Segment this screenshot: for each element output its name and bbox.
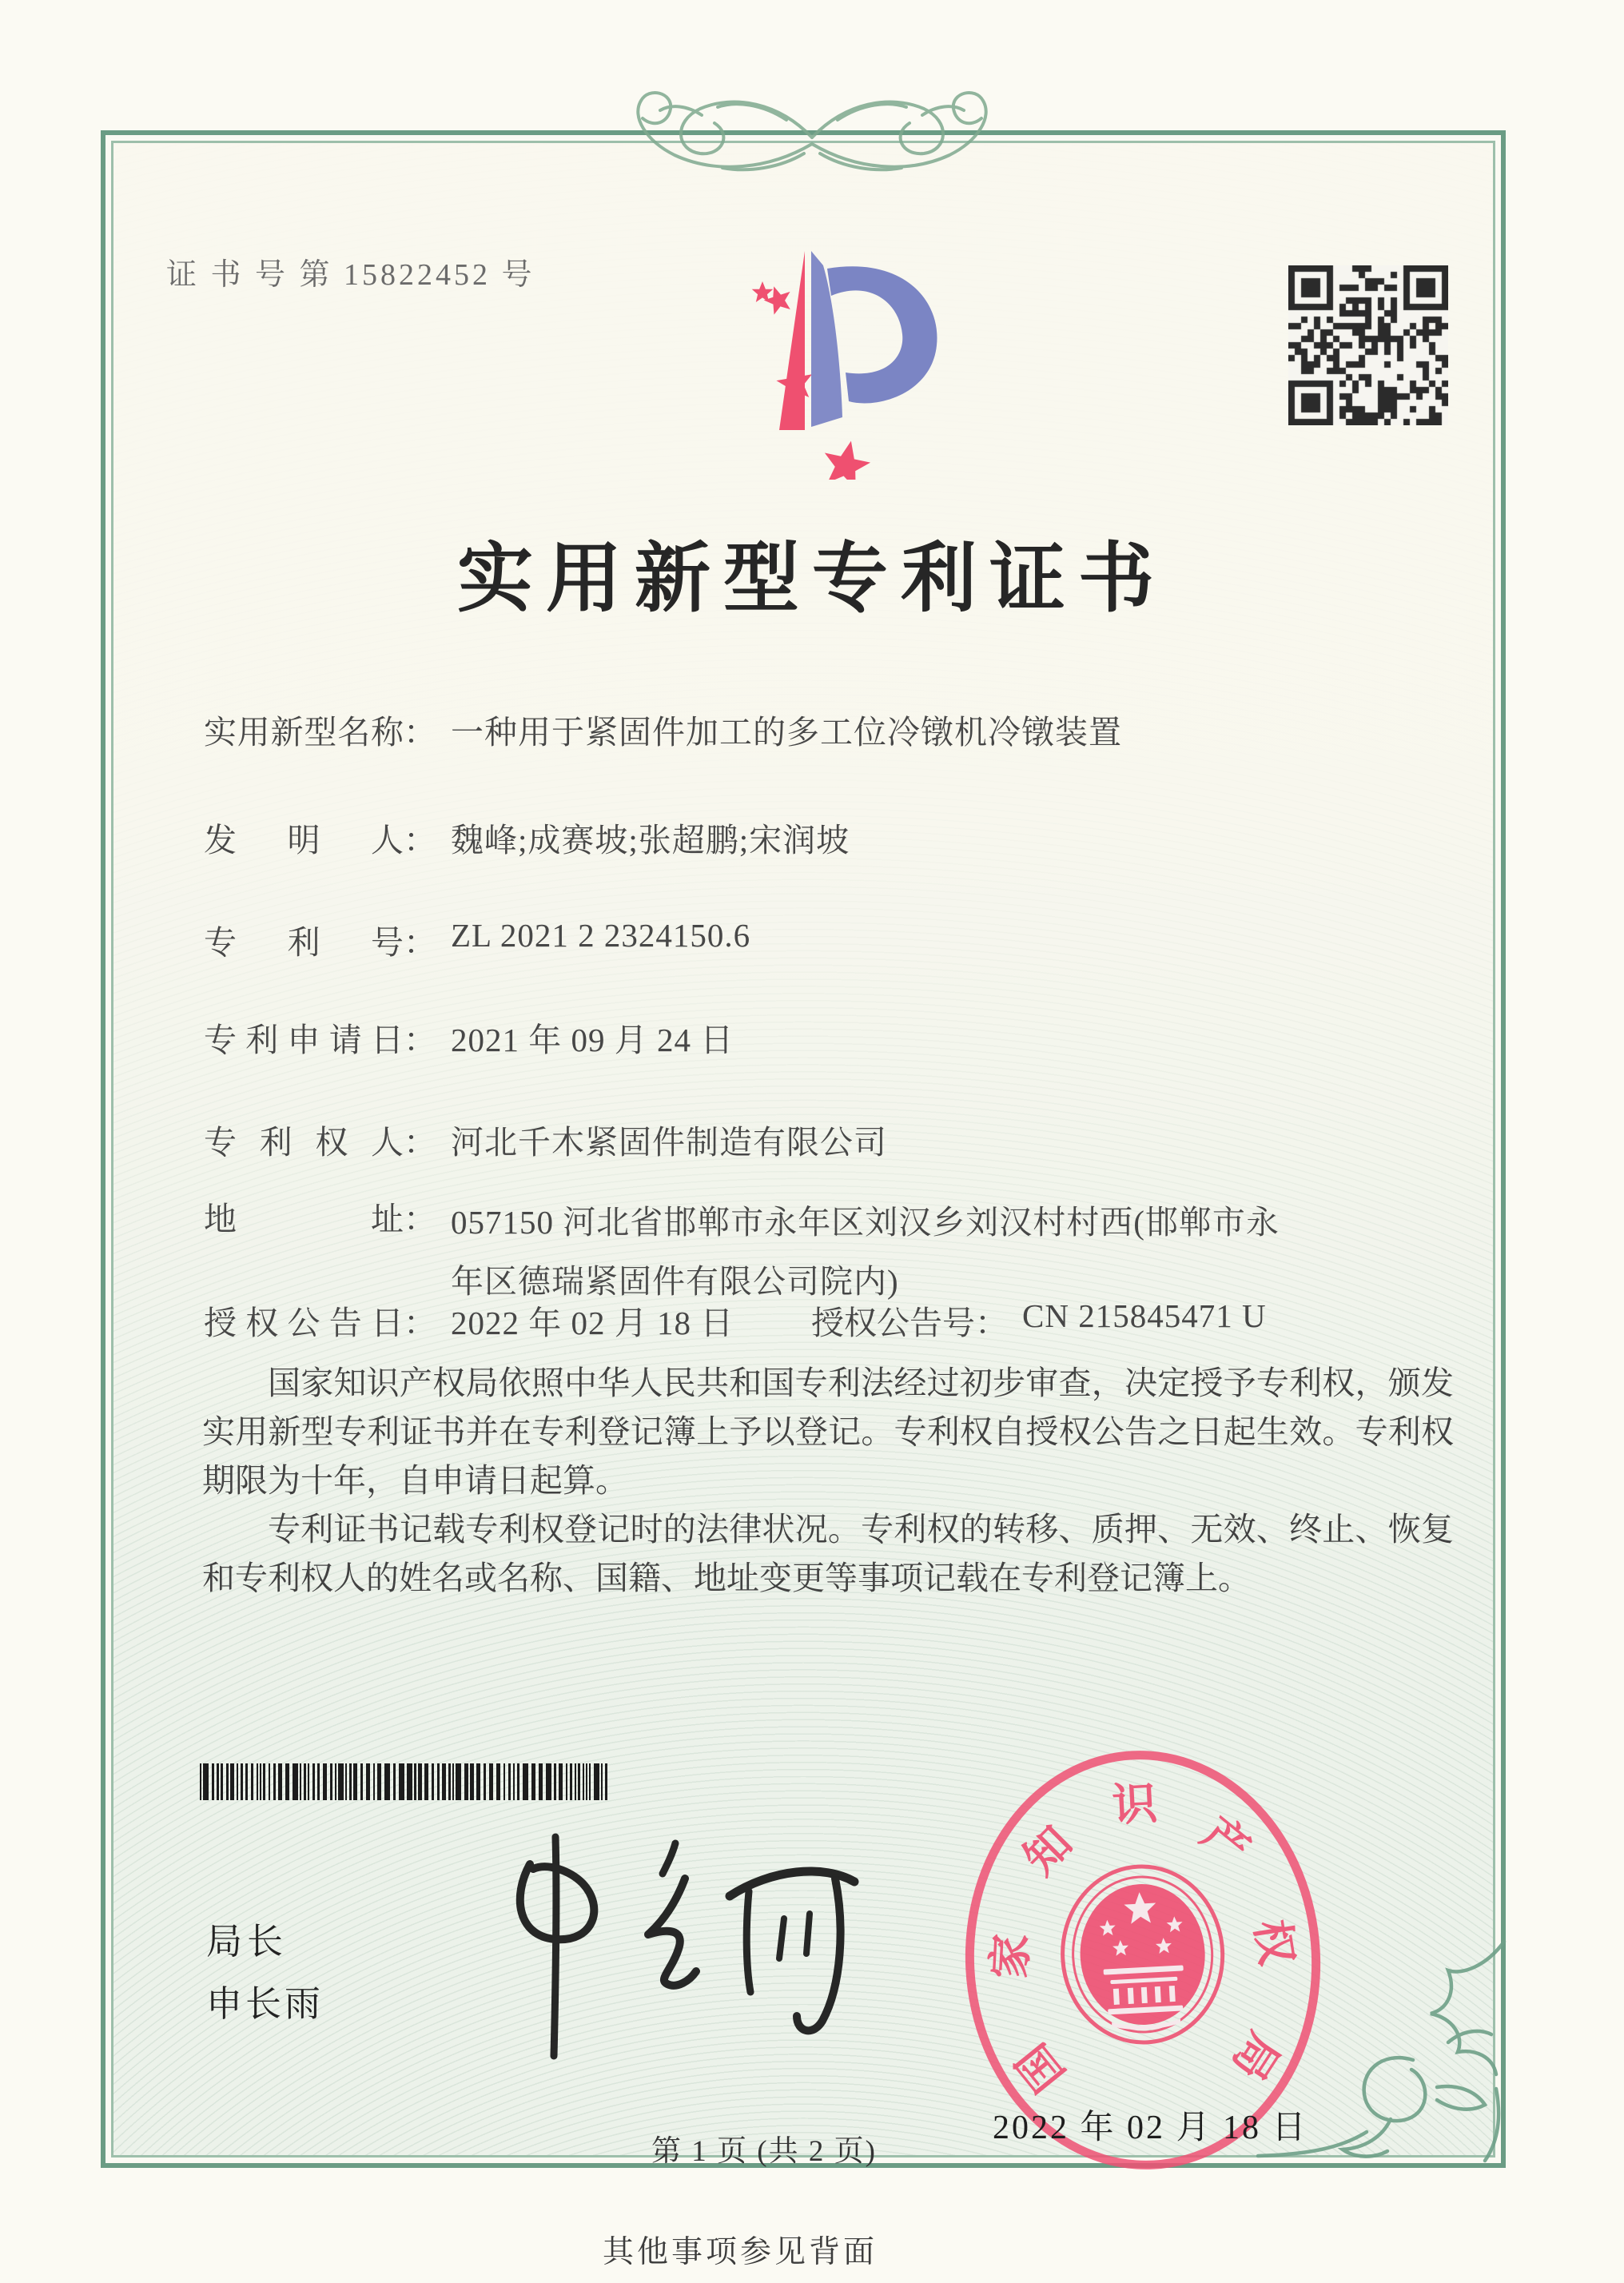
- national-emblem: [1054, 1859, 1232, 2051]
- field-filing-date: [204, 1014, 1467, 1061]
- field-patent-number: [204, 916, 1467, 963]
- address-line-2: 年区德瑞紧固件有限公司院内): [451, 1263, 899, 1300]
- colon: ：: [404, 924, 436, 961]
- director-name: 申长雨: [206, 1984, 324, 2024]
- certificate-title: 实用新型专利证书: [456, 536, 1167, 621]
- qr-code: [1288, 265, 1448, 425]
- field-address: [204, 1193, 1467, 1311]
- seal-character: 产: [1192, 1808, 1259, 1876]
- seal-character: 权: [1245, 1916, 1302, 1969]
- field-patentee: [204, 1116, 1467, 1163]
- address-line-1: 057150 河北省邯郸市永年区刘汉乡刘汉村村西(邯郸市永: [451, 1204, 1280, 1241]
- colon: ：: [404, 1201, 436, 1237]
- field-value: 一种用于紧固件加工的多工位冷镦机冷镦装置: [451, 714, 1122, 751]
- field-inventors: [204, 814, 1467, 861]
- field-utility-model-name: [204, 706, 1467, 753]
- field-label: 地址: [204, 1201, 404, 1237]
- seal-date: 2022 年 02 月 18 日: [993, 2110, 1308, 2146]
- legal-text-block: [202, 1359, 1454, 1603]
- page-number: 第 1 页 (共 2 页): [651, 2135, 877, 2168]
- field-label: 专利申请日: [204, 1022, 404, 1058]
- field-label: 发明人: [204, 822, 404, 859]
- back-side-note: 其他事项参见背面: [602, 2235, 878, 2269]
- grant-number-group: [811, 1297, 1267, 1344]
- seal-character: 识: [1111, 1779, 1159, 1831]
- grant-date-value: 2022 年 02 月 18 日: [451, 1305, 734, 1341]
- legal-paragraph-2: 专利证书记载专利权登记时的法律状况。专利权的转移、质押、无效、终止、恢复和专利权人的姓名或名称、国籍、地址变更等事项记载在专利登记簿上。: [202, 1511, 1454, 1596]
- field-value: ZL 2021 2 2324150.6: [451, 917, 751, 954]
- grant-number-value: CN 215845471 U: [1022, 1297, 1267, 1334]
- seal-character: 家: [985, 1932, 1037, 1981]
- grant-number-label: 授权公告号: [811, 1305, 975, 1341]
- field-value: 河北千木紧固件制造有限公司: [451, 1124, 887, 1161]
- certificate-number: 证 书 号 第 15822452 号: [166, 258, 535, 292]
- field-value: 魏峰;成赛坡;张超鹏;宋润坡: [451, 822, 850, 859]
- field-label: 实用新型名称: [204, 714, 404, 751]
- field-label: 专利号: [204, 924, 404, 961]
- director-title: 局长: [206, 1922, 289, 1962]
- colon: ：: [975, 1305, 1008, 1341]
- grant-row: [204, 1297, 1467, 1344]
- field-value: 2021 年 09 月 24 日: [451, 1022, 734, 1058]
- colon: ：: [404, 1022, 436, 1058]
- seal-character: 国: [1008, 2034, 1076, 2100]
- field-value: [451, 1193, 1280, 1311]
- seal-character: 局: [1221, 2023, 1288, 2088]
- seal-character: 知: [1015, 1818, 1083, 1885]
- grant-date-label: 授权公告日: [204, 1305, 404, 1341]
- colon: ：: [404, 714, 436, 751]
- legal-paragraph-1: 国家知识产权局依照中华人民共和国专利法经过初步审查，决定授予专利权，颁发实用新型专利证书并在专利登记簿上予以登记。专利权自授权公告之日起生效。专利权期限为十年，自申请日起算。: [202, 1365, 1454, 1499]
- field-label: 专利权人: [204, 1124, 404, 1161]
- top-flourish-ornament: [532, 70, 1092, 206]
- colon: ：: [404, 1124, 436, 1161]
- cnipa-logo: [663, 224, 999, 480]
- colon: ：: [404, 822, 436, 859]
- director-signature: [436, 1823, 899, 2062]
- colon: ：: [404, 1305, 436, 1341]
- barcode: [200, 1763, 615, 1800]
